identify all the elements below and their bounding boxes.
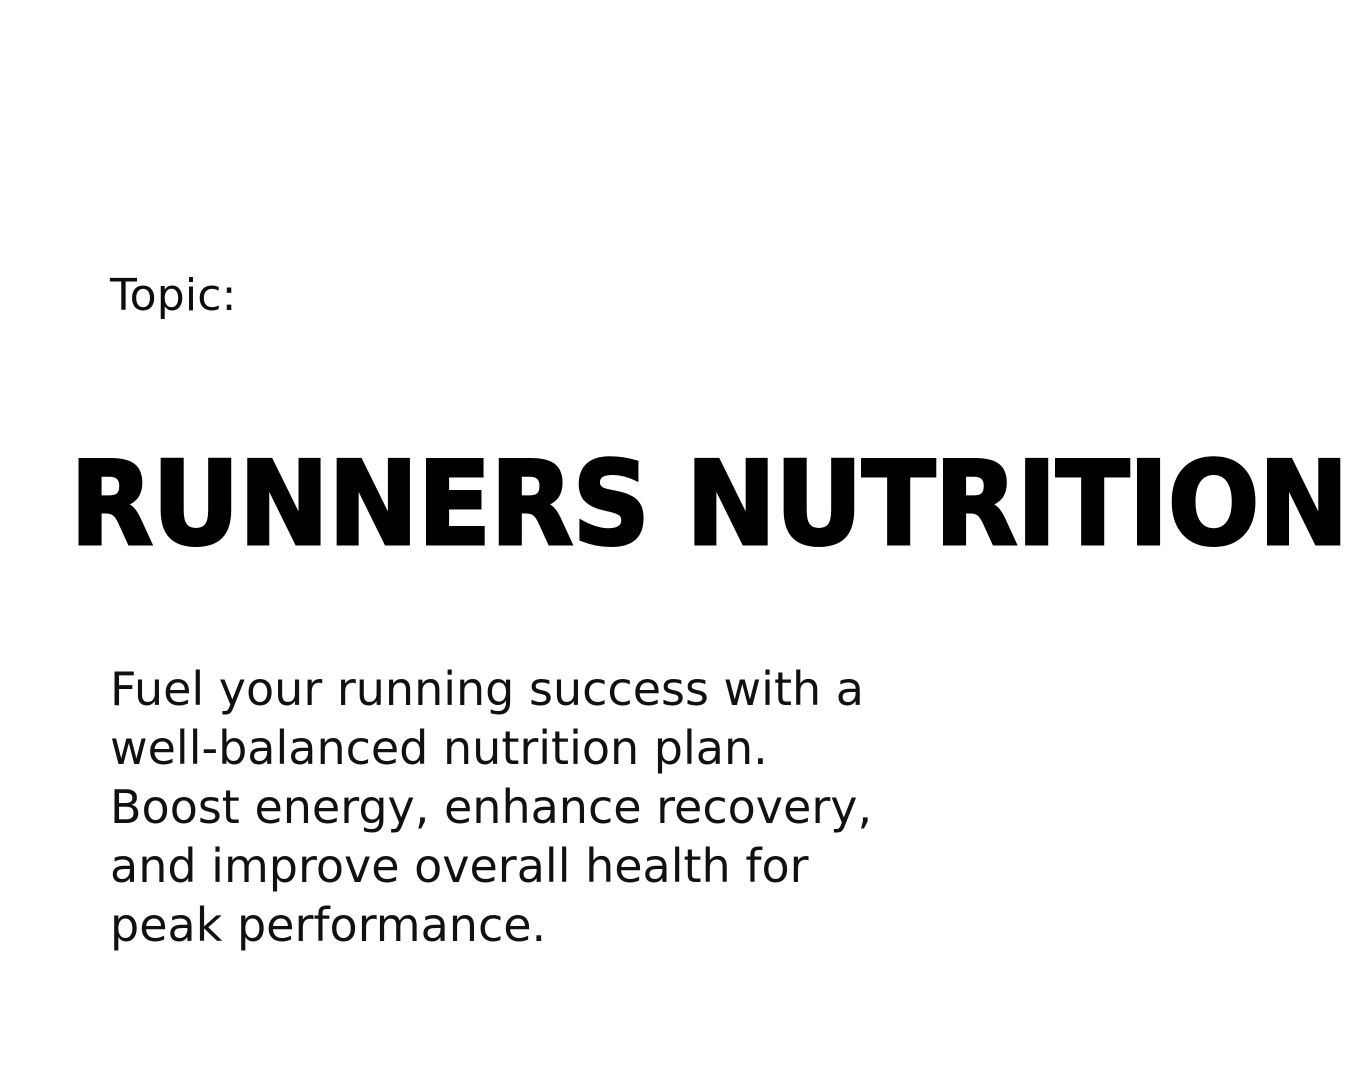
topic-label: Topic: xyxy=(110,270,237,321)
body-line: Fuel your running success with a xyxy=(110,662,864,716)
body-line: peak performance. xyxy=(110,897,547,952)
page-title: RUNNERS NUTRITION xyxy=(70,437,1348,572)
body-line: Boost energy, enhance recovery, xyxy=(110,779,873,834)
body-line: well-balanced nutrition plan. xyxy=(110,720,768,775)
body-paragraph xyxy=(110,660,980,954)
body-line: and improve overall health for xyxy=(110,838,809,893)
